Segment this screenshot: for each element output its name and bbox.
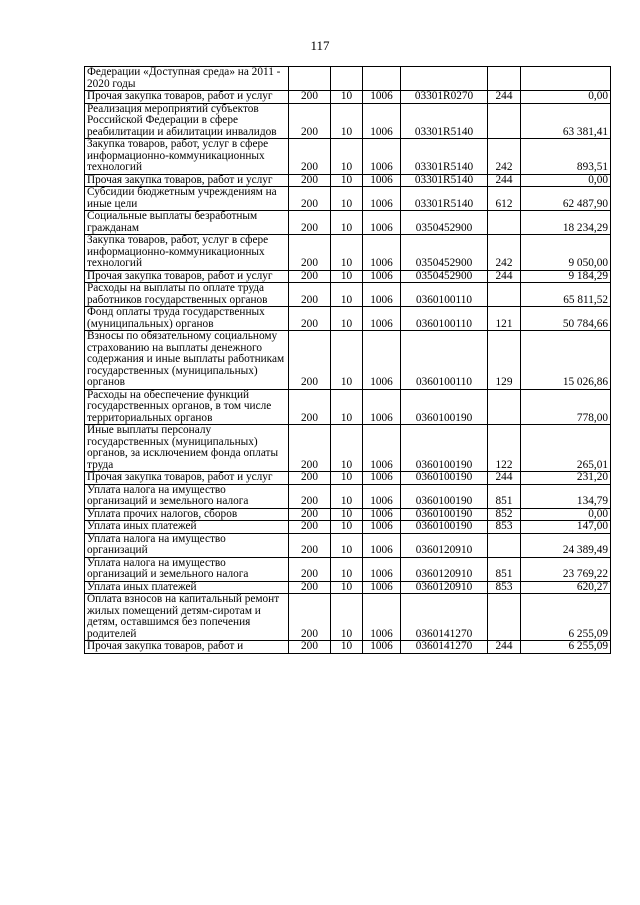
cell-ved-code: 200 — [289, 389, 331, 425]
cell-expense-type-code — [488, 533, 521, 557]
table-row — [85, 139, 611, 175]
cell-section-code: 10 — [331, 331, 363, 390]
cell-amount: 0,00 — [521, 174, 611, 187]
cell-target-article-code: 0360100190 — [401, 508, 488, 521]
cell-section-code: 10 — [331, 521, 363, 534]
cell-expense-type-code: 244 — [488, 91, 521, 104]
table-row — [85, 283, 611, 307]
cell-ved-code: 200 — [289, 472, 331, 485]
cell-expense-type-code: 244 — [488, 472, 521, 485]
cell-name: Уплата налога на имущество организаций и земельного налога — [85, 484, 289, 508]
cell-ved-code: 200 — [289, 594, 331, 641]
table-row — [85, 641, 611, 654]
table-row — [85, 67, 611, 91]
cell-expense-type-code: 121 — [488, 307, 521, 331]
cell-name: Реализация мероприятий субъектов Российской Федерации в сфере реабилитации и абилитации инвалидов — [85, 103, 289, 139]
cell-amount: 50 784,66 — [521, 307, 611, 331]
cell-amount: 23 769,22 — [521, 557, 611, 581]
cell-name: Уплата налога на имущество организаций и земельного налога — [85, 557, 289, 581]
cell-expense-type-code: 244 — [488, 270, 521, 283]
cell-amount: 6 255,09 — [521, 594, 611, 641]
cell-target-article-code: 0350452900 — [401, 235, 488, 271]
cell-expense-type-code: 242 — [488, 139, 521, 175]
cell-target-article-code: 0360100190 — [401, 472, 488, 485]
cell-subsection-code: 1006 — [363, 521, 401, 534]
cell-expense-type-code: 612 — [488, 187, 521, 211]
table-row — [85, 307, 611, 331]
cell-target-article-code: 0350452900 — [401, 270, 488, 283]
cell-section-code: 10 — [331, 425, 363, 472]
cell-ved-code: 200 — [289, 557, 331, 581]
cell-name: Расходы на обеспечение функций государственных органов, в том числе территориальных органов — [85, 389, 289, 425]
cell-target-article-code: 0360120910 — [401, 581, 488, 594]
cell-section-code: 10 — [331, 270, 363, 283]
table-row — [85, 187, 611, 211]
cell-expense-type-code — [488, 103, 521, 139]
cell-ved-code: 200 — [289, 187, 331, 211]
table-row — [85, 533, 611, 557]
cell-section-code: 10 — [331, 533, 363, 557]
cell-subsection-code — [363, 67, 401, 91]
cell-section-code — [331, 67, 363, 91]
cell-section-code: 10 — [331, 594, 363, 641]
cell-name: Социальные выплаты безработным гражданам — [85, 211, 289, 235]
cell-name: Взносы по обязательному социальному страхованию на выплаты денежного содержания и иные выплаты работникам государственных (муниципальных) органов — [85, 331, 289, 390]
cell-target-article-code: 03301R5140 — [401, 174, 488, 187]
cell-expense-type-code — [488, 389, 521, 425]
cell-target-article-code: 03301R0270 — [401, 91, 488, 104]
cell-ved-code: 200 — [289, 484, 331, 508]
cell-target-article-code: 03301R5140 — [401, 103, 488, 139]
cell-subsection-code: 1006 — [363, 581, 401, 594]
cell-section-code: 10 — [331, 307, 363, 331]
cell-target-article-code: 0350452900 — [401, 211, 488, 235]
table-row — [85, 557, 611, 581]
cell-subsection-code: 1006 — [363, 594, 401, 641]
cell-target-article-code: 0360100190 — [401, 425, 488, 472]
cell-subsection-code: 1006 — [363, 533, 401, 557]
cell-expense-type-code: 129 — [488, 331, 521, 390]
cell-expense-type-code: 852 — [488, 508, 521, 521]
cell-name: Уплата прочих налогов, сборов — [85, 508, 289, 521]
cell-subsection-code: 1006 — [363, 425, 401, 472]
table-row — [85, 521, 611, 534]
cell-amount — [521, 67, 611, 91]
cell-expense-type-code: 853 — [488, 521, 521, 534]
cell-amount: 18 234,29 — [521, 211, 611, 235]
cell-subsection-code: 1006 — [363, 484, 401, 508]
cell-ved-code: 200 — [289, 521, 331, 534]
cell-ved-code — [289, 67, 331, 91]
cell-amount: 231,20 — [521, 472, 611, 485]
table-row — [85, 484, 611, 508]
cell-expense-type-code — [488, 211, 521, 235]
cell-name: Уплата иных платежей — [85, 581, 289, 594]
cell-ved-code: 200 — [289, 283, 331, 307]
table-row — [85, 581, 611, 594]
cell-target-article-code: 0360100110 — [401, 331, 488, 390]
cell-expense-type-code — [488, 283, 521, 307]
cell-target-article-code: 0360141270 — [401, 594, 488, 641]
cell-expense-type-code: 244 — [488, 641, 521, 654]
cell-name: Закупка товаров, работ, услуг в сфере информационно-коммуникационных технологий — [85, 235, 289, 271]
cell-ved-code: 200 — [289, 174, 331, 187]
cell-subsection-code: 1006 — [363, 508, 401, 521]
table-row — [85, 174, 611, 187]
cell-name: Расходы на выплаты по оплате труда работников государственных органов — [85, 283, 289, 307]
cell-name: Прочая закупка товаров, работ и услуг — [85, 270, 289, 283]
table-row — [85, 472, 611, 485]
cell-ved-code: 200 — [289, 641, 331, 654]
cell-amount: 65 811,52 — [521, 283, 611, 307]
cell-subsection-code: 1006 — [363, 389, 401, 425]
cell-amount: 0,00 — [521, 91, 611, 104]
cell-target-article-code: 0360100110 — [401, 307, 488, 331]
cell-amount: 134,79 — [521, 484, 611, 508]
cell-ved-code: 200 — [289, 235, 331, 271]
cell-subsection-code: 1006 — [363, 187, 401, 211]
cell-section-code: 10 — [331, 283, 363, 307]
cell-name: Иные выплаты персоналу государственных (муниципальных) органов, за исключением фонда оплаты труда — [85, 425, 289, 472]
cell-section-code: 10 — [331, 508, 363, 521]
cell-subsection-code: 1006 — [363, 235, 401, 271]
cell-target-article-code: 0360141270 — [401, 641, 488, 654]
cell-target-article-code: 03301R5140 — [401, 139, 488, 175]
cell-expense-type-code: 244 — [488, 174, 521, 187]
cell-amount: 9 184,29 — [521, 270, 611, 283]
cell-target-article-code: 0360100190 — [401, 484, 488, 508]
cell-subsection-code: 1006 — [363, 641, 401, 654]
cell-target-article-code: 0360120910 — [401, 557, 488, 581]
cell-name: Федерации «Доступная среда» на 2011 - 2020 годы — [85, 67, 289, 91]
cell-name: Прочая закупка товаров, работ и услуг — [85, 174, 289, 187]
cell-subsection-code: 1006 — [363, 103, 401, 139]
cell-section-code: 10 — [331, 139, 363, 175]
cell-section-code: 10 — [331, 484, 363, 508]
cell-expense-type-code: 853 — [488, 581, 521, 594]
table-row — [85, 270, 611, 283]
cell-name: Уплата иных платежей — [85, 521, 289, 534]
cell-ved-code: 200 — [289, 103, 331, 139]
cell-name: Субсидии бюджетным учреждениям на иные цели — [85, 187, 289, 211]
table-row — [85, 594, 611, 641]
table-row — [85, 331, 611, 390]
cell-target-article-code: 0360120910 — [401, 533, 488, 557]
cell-section-code: 10 — [331, 581, 363, 594]
table-row — [85, 235, 611, 271]
cell-subsection-code: 1006 — [363, 283, 401, 307]
table-row — [85, 389, 611, 425]
cell-expense-type-code — [488, 594, 521, 641]
table-row — [85, 508, 611, 521]
cell-section-code: 10 — [331, 235, 363, 271]
cell-target-article-code: 0360100110 — [401, 283, 488, 307]
table-row — [85, 211, 611, 235]
cell-name: Прочая закупка товаров, работ и услуг — [85, 91, 289, 104]
cell-subsection-code: 1006 — [363, 91, 401, 104]
cell-amount: 893,51 — [521, 139, 611, 175]
cell-subsection-code: 1006 — [363, 331, 401, 390]
cell-target-article-code — [401, 67, 488, 91]
cell-amount: 63 381,41 — [521, 103, 611, 139]
cell-ved-code: 200 — [289, 581, 331, 594]
cell-amount: 24 389,49 — [521, 533, 611, 557]
cell-name: Прочая закупка товаров, работ и услуг — [85, 472, 289, 485]
cell-amount: 15 026,86 — [521, 331, 611, 390]
cell-section-code: 10 — [331, 557, 363, 581]
cell-ved-code: 200 — [289, 533, 331, 557]
cell-section-code: 10 — [331, 472, 363, 485]
cell-subsection-code: 1006 — [363, 307, 401, 331]
cell-name: Закупка товаров, работ, услуг в сфере информационно-коммуникационных технологий — [85, 139, 289, 175]
table-row — [85, 91, 611, 104]
cell-subsection-code: 1006 — [363, 139, 401, 175]
table-row — [85, 425, 611, 472]
table-row — [85, 103, 611, 139]
cell-amount: 778,00 — [521, 389, 611, 425]
cell-section-code: 10 — [331, 91, 363, 104]
cell-subsection-code: 1006 — [363, 472, 401, 485]
cell-subsection-code: 1006 — [363, 557, 401, 581]
cell-ved-code: 200 — [289, 270, 331, 283]
page-number: 117 — [310, 38, 330, 53]
cell-expense-type-code: 851 — [488, 557, 521, 581]
cell-ved-code: 200 — [289, 139, 331, 175]
cell-name: Оплата взносов на капитальный ремонт жилых помещений детям-сиротам и детям, оставшимся без попечения родителей — [85, 594, 289, 641]
cell-section-code: 10 — [331, 187, 363, 211]
cell-section-code: 10 — [331, 174, 363, 187]
cell-ved-code: 200 — [289, 425, 331, 472]
cell-name: Прочая закупка товаров, работ и — [85, 641, 289, 654]
cell-amount: 0,00 — [521, 508, 611, 521]
cell-section-code: 10 — [331, 211, 363, 235]
cell-ved-code: 200 — [289, 331, 331, 390]
cell-expense-type-code: 851 — [488, 484, 521, 508]
cell-subsection-code: 1006 — [363, 174, 401, 187]
cell-target-article-code: 0360100190 — [401, 521, 488, 534]
cell-ved-code: 200 — [289, 211, 331, 235]
cell-ved-code: 200 — [289, 91, 331, 104]
cell-section-code: 10 — [331, 389, 363, 425]
cell-name: Фонд оплаты труда государственных (муниципальных) органов — [85, 307, 289, 331]
cell-ved-code: 200 — [289, 307, 331, 331]
cell-section-code: 10 — [331, 641, 363, 654]
cell-amount: 265,01 — [521, 425, 611, 472]
cell-name: Уплата налога на имущество организаций — [85, 533, 289, 557]
cell-amount: 6 255,09 — [521, 641, 611, 654]
cell-subsection-code: 1006 — [363, 270, 401, 283]
cell-expense-type-code — [488, 67, 521, 91]
cell-amount: 147,00 — [521, 521, 611, 534]
cell-amount: 620,27 — [521, 581, 611, 594]
cell-expense-type-code: 122 — [488, 425, 521, 472]
cell-amount: 62 487,90 — [521, 187, 611, 211]
cell-section-code: 10 — [331, 103, 363, 139]
cell-target-article-code: 03301R5140 — [401, 187, 488, 211]
cell-ved-code: 200 — [289, 508, 331, 521]
budget-table — [84, 66, 611, 654]
cell-amount: 9 050,00 — [521, 235, 611, 271]
cell-subsection-code: 1006 — [363, 211, 401, 235]
cell-expense-type-code: 242 — [488, 235, 521, 271]
cell-target-article-code: 0360100190 — [401, 389, 488, 425]
